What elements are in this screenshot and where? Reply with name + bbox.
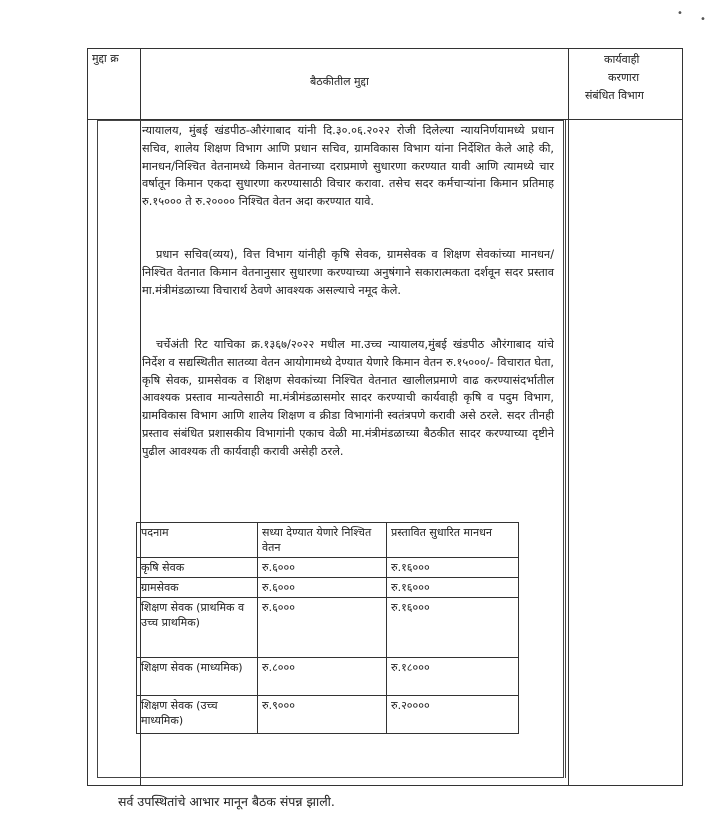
table-header: पदनाम: [137, 523, 258, 558]
table-cell: कृषि सेवक: [137, 558, 258, 578]
table-row: [137, 558, 519, 578]
table-cell: शिक्षण सेवक (उच्च माध्यमिक): [137, 696, 258, 734]
paragraph-3: चर्चेअंती रिट याचिका क्र.१३६७/२०२२ मधील मा.उच्च न्यायालय,मुंबई खंडपीठ औरंगाबाद यांचे निर्देश व सद्यस्थितीत सातव्या वेतन आयोगामध्ये देण्यात येणारे किमान वेतन रु.१५०००/- विचारात घेता, कृषि सेवक, ग्रामसेवक व शिक्षण सेवकांच्या निश्चित वेतनात खालीलप्रमाणे वाढ करण्यासंदर्भातील आवश्यक प्रस्ताव मान्यतेसाठी मा.मंत्रीमंडळासमोर सादर करण्याची कार्यवाही कृषि व पदुम विभाग, ग्रामविकास विभाग आणि शालेय शिक्षण व क्रीडा विभागांनी स्वतंत्रपणे करावी असे ठरले. सदर तीनही प्रस्ताव संबंधित प्रशासकीय विभागांनी एकाच वेळी मा.मंत्रीमंडळाच्या बैठकीत सादर करण्याच्या दृष्टीने पुढील आवश्यक ती कार्यवाही करावी असेही ठरले.: [142, 338, 554, 458]
header-dept-1: कार्यवाही: [604, 53, 640, 66]
table-cell: रु.९०००: [258, 696, 387, 734]
table-cell: रु.६०००: [258, 598, 387, 658]
inner-divider: [565, 120, 566, 778]
table-cell: शिक्षण सेवक (माध्यमिक): [137, 658, 258, 696]
table-row: [137, 598, 519, 658]
table-cell: रु.२००००: [387, 696, 519, 734]
table-cell: रु.६०००: [258, 558, 387, 578]
closing-remark: सर्व उपस्थितांचे आभार मानून बैठक संपन्न झाली.: [118, 794, 335, 809]
table-cell: रु.१६०००: [387, 558, 519, 578]
table-cell: रु.१६०००: [387, 598, 519, 658]
table-row: [137, 696, 519, 734]
table-row: [137, 578, 519, 598]
table-row: [137, 658, 519, 696]
table-cell: रु.१६०००: [387, 578, 519, 598]
table-header: सध्या देण्यात येणारे निश्चित वेतन: [258, 523, 387, 558]
paragraph-2: प्रधान सचिव(व्यय), वित्त विभाग यांनीही कृषि सेवक, ग्रामसेवक व शिक्षण सेवकांच्या मानधन/निश्चित वेतनात किमान वेतनानुसार सुधारणा करण्याच्या अनुषंगाने सकारात्मकता दर्शवून सदर प्रस्ताव मा.मंत्रीमंडळाच्या विचारार्थ ठेवणे आवश्यक असल्याचे नमूद केले.: [142, 248, 554, 297]
salary-table: [136, 522, 519, 734]
header-dept-2: करणारा: [608, 71, 640, 84]
table-cell: शिक्षण सेवक (प्राथमिक व उच्च प्राथमिक): [137, 598, 258, 658]
table-cell: रु.८०००: [258, 658, 387, 696]
header-issue-no: मुद्दा क्र: [92, 52, 119, 65]
paragraph-1: न्यायालय, मुंबई खंडपीठ-औरंगाबाद यांनी दि.३०.०६.२०२२ रोजी दिलेल्या न्यायनिर्णयामध्ये प्रधान सचिव, शालेय शिक्षण विभाग आणि प्रधान सचिव, ग्रामविकास विभाग यांना निर्देशित केले आहे की, मानधन/निश्चित वेतनामध्ये किमान वेतनाच्या दराप्रमाणे सुधारणा करण्यात यावी आणि त्यामध्ये चार वर्षातून किमान एकदा सुधारणा करण्यासाठी विचार करावा. तसेच सदर कर्मचाऱ्यांना किमान प्रतिमाह रु.१५००० ते रु.२०००० निश्चित वेतन अदा करण्यात यावे.: [142, 124, 554, 209]
table-cell: रु.१८०००: [387, 658, 519, 696]
table-header: प्रस्तावित सुधारित मानधन: [387, 523, 519, 558]
scan-mark-2: •: [700, 14, 706, 25]
table-cell: ग्रामसेवक: [137, 578, 258, 598]
header-dept-3: संबंधित विभाग: [585, 89, 644, 102]
scan-mark: •: [677, 8, 683, 19]
table-header-row: [137, 523, 519, 558]
header-issue: बैठकीतील मुद्दा: [310, 75, 369, 88]
table-cell: रु.६०००: [258, 578, 387, 598]
